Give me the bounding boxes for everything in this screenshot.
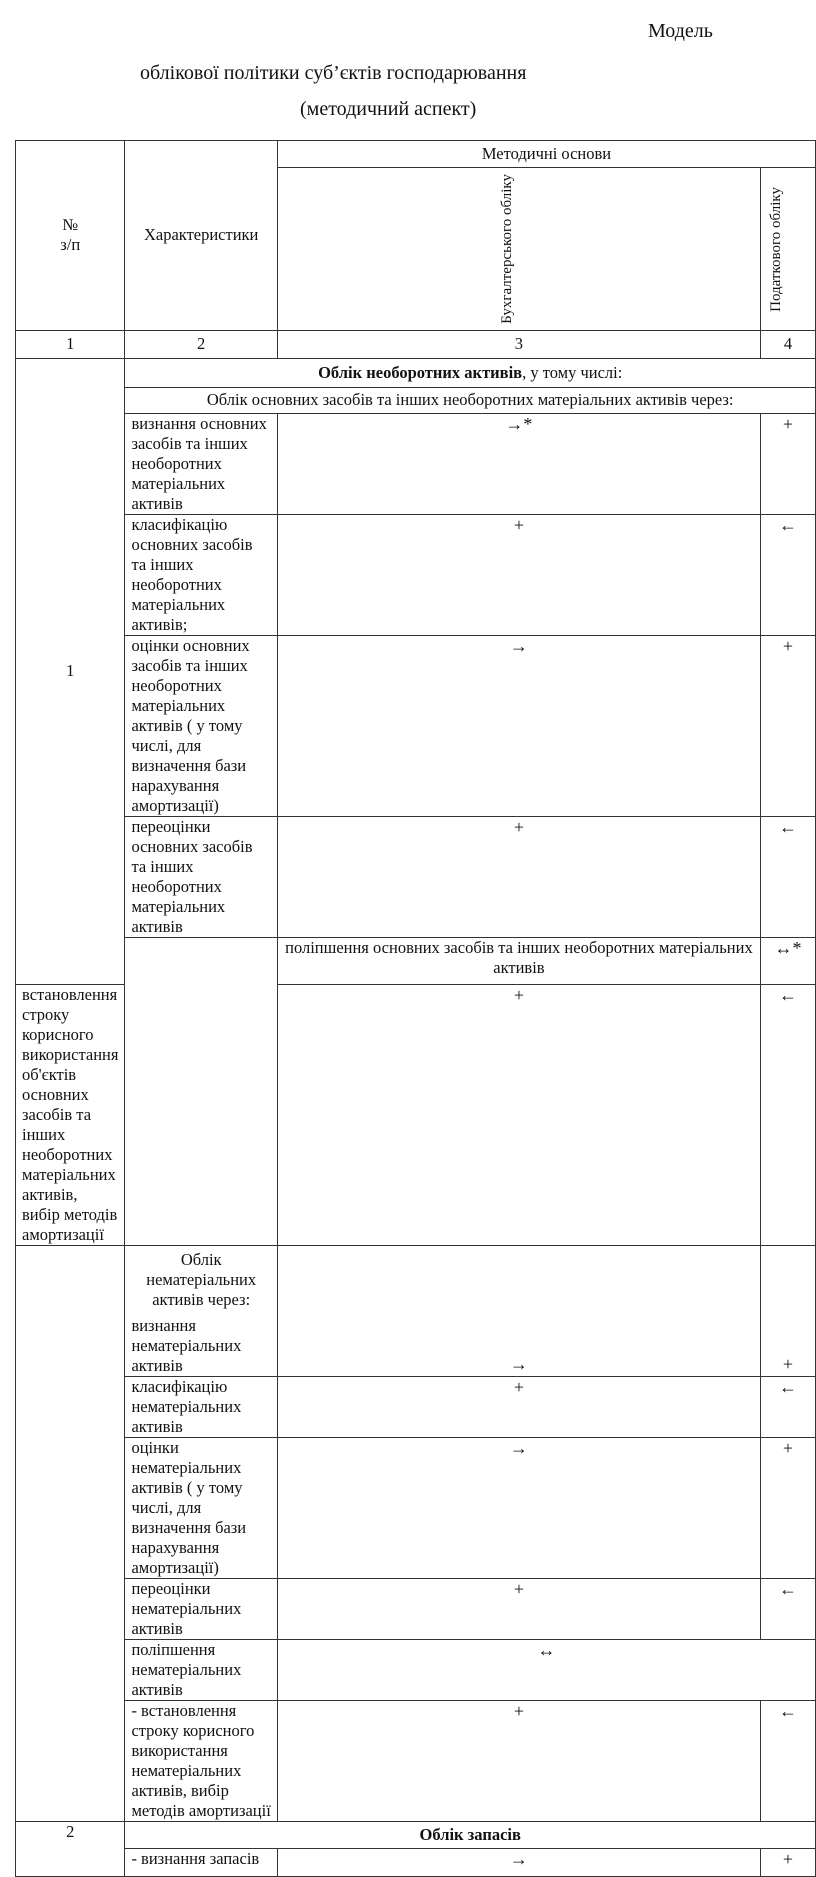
row-acc: + bbox=[277, 1376, 760, 1437]
row-tax: ← bbox=[760, 1700, 815, 1821]
row-acc: → bbox=[277, 1848, 760, 1876]
header-tax bbox=[760, 168, 815, 331]
header-tax-text: Податкового обліку bbox=[767, 186, 784, 312]
col-number: 3 bbox=[277, 330, 760, 358]
policy-table bbox=[15, 140, 816, 1877]
row-acc: → bbox=[277, 1437, 760, 1578]
section-number: 2 bbox=[16, 1821, 125, 1876]
header-accounting bbox=[277, 168, 760, 331]
row-acc: → bbox=[277, 635, 760, 816]
col-number: 1 bbox=[16, 330, 125, 358]
row-text: поліпшення нематеріальних активів bbox=[125, 1639, 277, 1700]
row-text: класифікацію основних засобів та інших необоротних матеріальних активів; bbox=[125, 514, 277, 635]
header-num bbox=[16, 141, 125, 331]
row-text: - визнання запасів bbox=[125, 1848, 277, 1876]
row-tax: ← bbox=[760, 984, 815, 1245]
subsection-title: Облік нематеріальних активів через: bbox=[146, 1249, 257, 1309]
row-tax: ← bbox=[760, 514, 815, 635]
row-text: оцінки основних засобів та інших необоротних матеріальних активів ( у тому числі, для визначення бази нарахування амортизації) bbox=[125, 635, 277, 816]
section-number: 1 bbox=[16, 358, 125, 984]
row-text bbox=[125, 1245, 277, 1376]
row-text: переоцінки основних засобів та інших необоротних матеріальних активів bbox=[125, 816, 277, 937]
title-line-1: Модель bbox=[648, 20, 713, 42]
empty-num-cell bbox=[125, 937, 277, 1245]
row-tax: + bbox=[760, 413, 815, 514]
row-acc: + bbox=[277, 1578, 760, 1639]
row-acc: →* bbox=[277, 413, 760, 514]
section-title-bold: Облік необоротних активів bbox=[318, 362, 523, 382]
row-both: ↔ bbox=[277, 1639, 815, 1700]
title-line-2: облікової політики суб’єктів господарювання bbox=[140, 62, 527, 84]
row-tax: ← bbox=[760, 1578, 815, 1639]
row-text-inner: визнання нематеріальних активів bbox=[131, 1315, 242, 1375]
row-text: класифікацію нематеріальних активів bbox=[125, 1376, 277, 1437]
row-acc: + bbox=[277, 514, 760, 635]
row-tax: + bbox=[760, 1848, 815, 1876]
row-tax: + bbox=[760, 1437, 815, 1578]
row-acc: + bbox=[277, 816, 760, 937]
row-acc: + bbox=[277, 984, 760, 1245]
row-tax: ← bbox=[760, 1376, 815, 1437]
col-number: 4 bbox=[760, 330, 815, 358]
row-text bbox=[277, 937, 760, 984]
row-text: визнання основних засобів та інших необоротних матеріальних активів bbox=[125, 413, 277, 514]
row-both: ↔* bbox=[760, 937, 815, 984]
row-text-inner: поліпшення основних засобів та інших необоротних матеріальних активів bbox=[285, 937, 753, 977]
row-tax: ← bbox=[760, 816, 815, 937]
row-acc: → bbox=[277, 1245, 760, 1376]
row-text: встановлення строку корисного використання об'єктів основних засобів та інших необоротних матеріальних активів, вибір методів амортизації bbox=[16, 984, 125, 1245]
title-line-3: (методичний аспект) bbox=[300, 98, 477, 120]
row-text: переоцінки нематеріальних активів bbox=[125, 1578, 277, 1639]
empty-num-cell bbox=[16, 1245, 125, 1821]
header-accounting-text: Бухгалтерського обліку bbox=[498, 174, 515, 324]
header-methodical: Методичні основи bbox=[277, 141, 815, 168]
section-title-rest: , у тому числі: bbox=[522, 362, 623, 382]
section-title: Облік запасів bbox=[125, 1821, 816, 1848]
row-tax: + bbox=[760, 635, 815, 816]
section-title bbox=[125, 358, 816, 387]
row-text: - встановлення строку корисного використання нематеріальних активів, вибір методів амортизації bbox=[125, 1700, 277, 1821]
row-tax: + bbox=[760, 1245, 815, 1376]
row-text: оцінки нематеріальних активів ( у тому числі, для визначення бази нарахування амортизації) bbox=[125, 1437, 277, 1578]
row-acc: + bbox=[277, 1700, 760, 1821]
col-number: 2 bbox=[125, 330, 277, 358]
header-num-text: № з/п bbox=[60, 215, 81, 255]
subsection-title: Облік основних засобів та інших необоротних матеріальних активів через: bbox=[125, 387, 816, 413]
header-characteristics: Характеристики bbox=[125, 141, 277, 331]
